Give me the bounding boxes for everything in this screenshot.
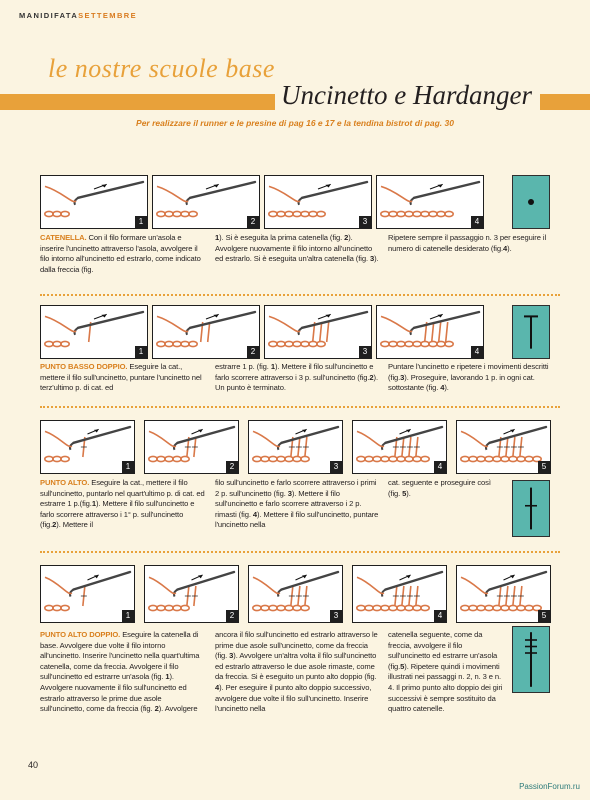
- figure-panel-2: [144, 420, 239, 474]
- instruction-column-1: PUNTO ALTO DOPPIO. Eseguire la catenella di base. Avvolgere due volte il filo intorno all'uncinetto. Inserire l'uncinetto nella quart'ultima catenella, come da freccia. Avvolgere il filo sull'uncinetto ed estrarre un'asola (fig. 1). Avvolgere nuovamente il filo sull'uncinetto ed estrarlo attraverso le prime due asole sull'uncinetto, come da freccia (fig. 2). Avvolgere: [40, 630, 200, 714]
- figure-number: 3: [359, 216, 371, 228]
- cross-symbol: [512, 480, 550, 537]
- figure-number: 5: [538, 461, 550, 473]
- figure-number: 4: [471, 216, 483, 228]
- magazine-header: [19, 11, 137, 20]
- figure-number: 3: [359, 346, 371, 358]
- instruction-column-1: PUNTO BASSO DOPPIO. Eseguire la cat., mettere il filo sull'uncinetto, puntare l'uncinetto nel terz'ultimo p. di cat. ed: [40, 362, 202, 393]
- magazine-name: MANIDIFATA: [19, 11, 79, 20]
- figure-panel-1: [40, 565, 135, 623]
- divider: [40, 406, 560, 408]
- figure-panel-4: [376, 305, 484, 359]
- instruction-column-2: 1). Si è eseguita la prima catenella (fig. 2). Avvolgere nuovamente il filo intorno all'uncinetto ed estrarlo. Si è eseguita un'altra catenella (fig. 3).: [215, 233, 379, 264]
- figure-panel-1: [40, 175, 148, 229]
- page-number: 40: [28, 760, 39, 770]
- instruction-column-3: cat. seguente e proseguire così (fig. 5).: [388, 478, 491, 498]
- double-cross-symbol: [512, 626, 550, 693]
- figure-panel-2: [152, 305, 260, 359]
- page-title: Uncinetto e Hardanger: [275, 80, 540, 111]
- section-heading: PUNTO ALTO DOPPIO.: [40, 630, 121, 639]
- instruction-column-2: estrarre 1 p. (fig. 1). Mettere il filo sull'uncinetto e farlo scorrere attraverso i 3 p. sull'uncinetto (fig.2). Un punto è terminato.: [215, 362, 378, 393]
- figure-number: 2: [226, 461, 238, 473]
- section-heading: CATENELLA.: [40, 233, 87, 242]
- figure-number: 4: [471, 346, 483, 358]
- figure-panel-4: [352, 565, 447, 623]
- figure-panel-1: [40, 305, 148, 359]
- section-heading: PUNTO ALTO.: [40, 478, 90, 487]
- figure-panel-3: [248, 565, 343, 623]
- figure-panel-2: [144, 565, 239, 623]
- figure-panel-5: [456, 565, 551, 623]
- figure-number: 3: [330, 461, 342, 473]
- figure-panel-3: [264, 175, 372, 229]
- figure-panel-4: [352, 420, 447, 474]
- section-heading: PUNTO BASSO DOPPIO.: [40, 362, 128, 371]
- figure-panel-3: [248, 420, 343, 474]
- instruction-column-1: CATENELLA. Con il filo formare un'asola e inserire l'uncinetto attraverso l'asola, avvolgere il filo intorno all'uncinetto ed estrarlo, come indicato dalla freccia (fig.: [40, 233, 201, 274]
- divider: [40, 294, 560, 296]
- figure-panel-3: [264, 305, 372, 359]
- figure-panel-1: [40, 420, 135, 474]
- figure-number: 2: [247, 216, 259, 228]
- instruction-column-3: Puntare l'uncinetto e ripetere i movimenti descritti (fig.3). Proseguire, lavorando 1 p. in ogni cat. sottostante (fig. 4).: [388, 362, 549, 393]
- figure-panel-4: [376, 175, 484, 229]
- watermark: PassionForum.ru: [519, 782, 580, 791]
- figure-number: 4: [434, 461, 446, 473]
- figure-panel-5: [456, 420, 551, 474]
- page-subtitle: Per realizzare il runner e le presine di pag 16 e 17 e la tendina bistrot di pag. 30: [136, 118, 454, 128]
- figure-number: 1: [135, 346, 147, 358]
- instruction-column-3: Ripetere sempre il passaggio n. 3 per eseguire il numero di catenelle desiderato (fig.4).: [388, 233, 547, 253]
- magazine-issue: SETTEMBRE: [78, 11, 137, 20]
- t-symbol: [512, 305, 550, 359]
- divider: [40, 551, 560, 553]
- figure-panel-2: [152, 175, 260, 229]
- figure-number: 1: [122, 461, 134, 473]
- instruction-column-3: catenella seguente, come da freccia, avvolgere il filo sull'uncinetto ed estrarre un'asola (fig.5). Ripetere quindi i movimenti illustrati nei passaggi n. 2, n. 3 e n. 4. Il primo punto alto doppio dei giri successivi è sempre sostituito da quattro catenelle.: [388, 630, 503, 714]
- instruction-column-2: ancora il filo sull'uncinetto ed estrarlo attraverso le prime due asole sull'uncinetto, come da freccia (fig. 3). Avvolgere un'altra volta il filo sull'uncinetto ed estrarlo attraverso le due asole rimaste, come da freccia. Si è eseguito un punto alto doppio (fig. 4). Per eseguire il punto alto doppio successivo, avvolgere due volte il filo sull'uncinetto. Inserire l'uncinetto nella: [215, 630, 378, 714]
- figure-number: 1: [135, 216, 147, 228]
- figure-number: 4: [434, 610, 446, 622]
- figure-number: 2: [247, 346, 259, 358]
- figure-number: 3: [330, 610, 342, 622]
- instruction-column-2: filo sull'uncinetto e farlo scorrere attraverso i primi 2 p. sull'uncinetto (fig. 3). Mettere il filo sull'uncinetto e farlo scorrere attraverso i 2 p. rimasti (fig. 4). Mettere il filo sull'uncinetto, puntare l'uncinetto nella: [215, 478, 379, 530]
- section-kicker: le nostre scuole base: [48, 54, 275, 83]
- figure-number: 2: [226, 610, 238, 622]
- instruction-column-1: PUNTO ALTO. Eseguire la cat., mettere il filo sull'uncinetto, puntarlo nel quart'ultimo p. di cat. ed estrarre 1 p.(fig.1). Mettere il filo sull'uncinetto e farlo scorrere attraverso i 1° p. sull'uncinetto (fig.2). Mettere il: [40, 478, 205, 530]
- figure-number: 5: [538, 610, 550, 622]
- dot-symbol: [512, 175, 550, 229]
- figure-number: 1: [122, 610, 134, 622]
